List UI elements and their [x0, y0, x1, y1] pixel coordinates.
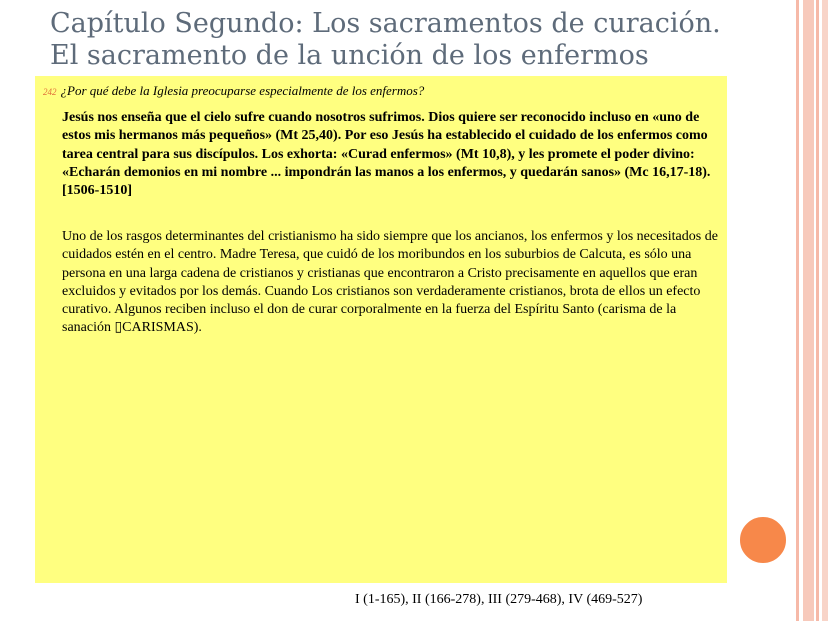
question-text: ¿Por qué debe la Iglesia preocuparse especialmente de los enfermos? — [60, 83, 425, 98]
decorative-stripe-2 — [803, 0, 814, 621]
content-box — [35, 76, 727, 583]
accent-circle — [738, 515, 788, 565]
explanation-text: Uno de los rasgos determinantes del cristianismo ha sido siempre que los ancianos, los enfermos y los necesitados de cuidados estén en el centro. Madre Teresa, que cuidó de los moribundos en los suburbios de Calcuta, es sólo una persona en una larga cadena de cristianos y cristianas que encontraron a Cristo precisamente en aquellos que eran excluidos y evitados por los demás. Cuando Los cristianos son verdaderamente cristianos, brota de ellos un efecto curativo. Algunos reciben incluso el don de curar corporalmente en la fuerza del Espíritu Santo (carisma de la sanación ▯CARISMAS). — [62, 229, 718, 336]
decorative-stripe-3 — [816, 0, 819, 621]
footer-reference: I (1-165), II (166-278), III (279-468), IV (469-527) — [355, 592, 643, 607]
decorative-stripe-4 — [822, 0, 828, 621]
question-number: 242 — [43, 87, 57, 97]
slide-title: Capítulo Segundo: Los sacramentos de curación. El sacramento de la unción de los enfermos — [50, 8, 721, 71]
answer-text: Jesús nos enseña que el cielo sufre cuando nosotros sufrimos. Dios quiere ser reconocido incluso en «uno de estos mis hermanos más pequeños» (Mt 25,40). Por eso Jesús ha establecido el cuidado de los enfermos como tarea central para sus discípulos. Los exhorta: «Curad enfermos» (Mt 10,8), y les promete el poder divino: «Echarán demonios en mi nombre ... impondrán las manos a los enfermos, y quedarán sanos» (Mc 16,17-18). [1506-1510] — [62, 110, 711, 199]
question-line — [43, 83, 424, 99]
decorative-stripe-1 — [796, 0, 799, 621]
